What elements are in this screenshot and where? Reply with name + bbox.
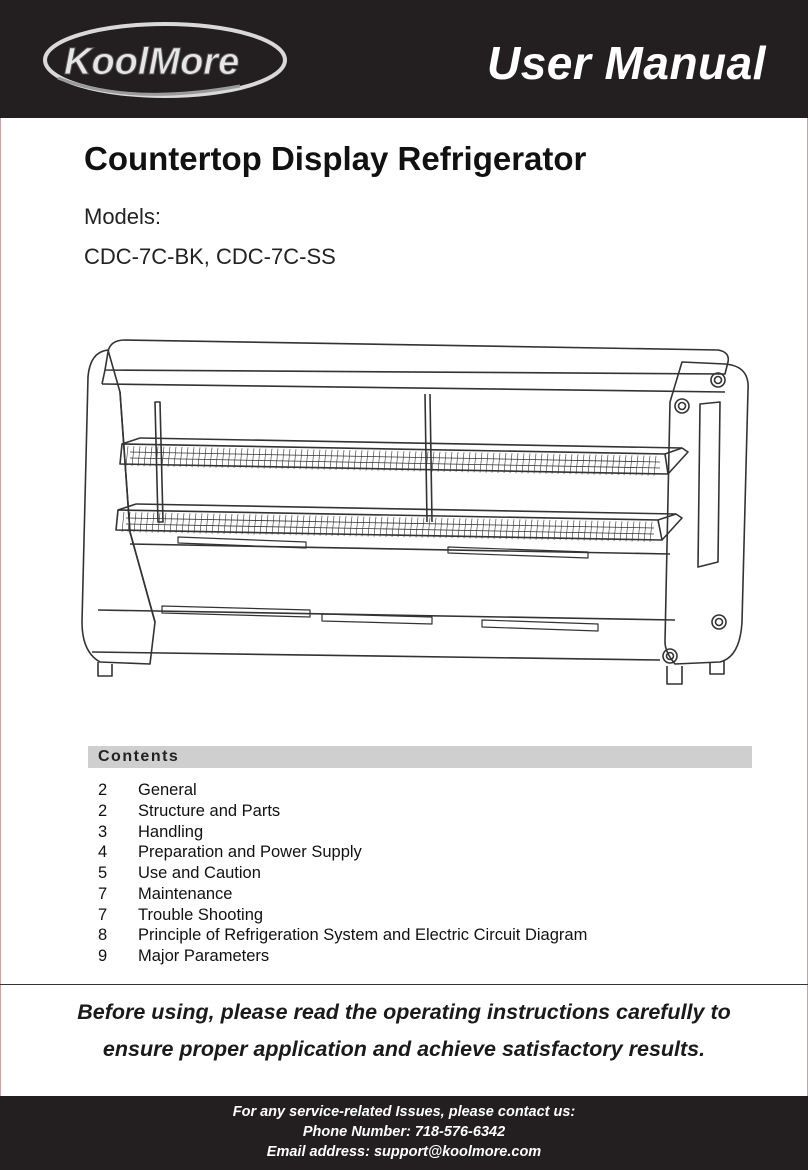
notice-line-1: Before using, please read the operating instructions carefully to <box>77 1000 731 1024</box>
toc-entry-text: Handling <box>138 822 204 841</box>
toc-entry-text: Principle of Refrigeration System and Electric Circuit Diagram <box>138 926 588 945</box>
toc-item[interactable] <box>98 802 738 823</box>
toc-item[interactable] <box>98 926 738 947</box>
toc-entry-text: Structure and Parts <box>138 801 281 820</box>
document-title: Countertop Display Refrigerator <box>84 140 587 177</box>
toc-page-number: 8 <box>98 926 108 945</box>
refrigerator-illustration <box>70 322 750 712</box>
toc-entry-text: Major Parameters <box>138 947 270 965</box>
contents-heading: Contents <box>98 748 180 765</box>
toc-entry-text: Maintenance <box>138 884 233 903</box>
models-value: CDC-7C-BK, CDC-7C-SS <box>84 244 336 269</box>
koolmore-logo <box>40 16 290 108</box>
contents-bar <box>88 746 752 768</box>
usage-notice <box>0 994 808 1068</box>
toc-entry-text: Preparation and Power Supply <box>138 843 362 862</box>
manual-title: User Manual <box>486 37 766 89</box>
toc-entry-text: Trouble Shooting <box>138 905 264 924</box>
toc-item[interactable] <box>98 843 738 864</box>
toc-item[interactable] <box>98 885 738 906</box>
toc-page-number: 9 <box>98 947 108 965</box>
logo-wordmark: KoolMore <box>64 41 240 83</box>
toc-page-number: 2 <box>98 801 108 820</box>
toc-page-number: 7 <box>98 905 108 924</box>
toc-item[interactable] <box>98 823 738 844</box>
toc-page-number: 2 <box>98 781 108 799</box>
toc-item[interactable] <box>98 781 738 802</box>
toc-entry-text: General <box>138 781 197 799</box>
toc-page-number: 4 <box>98 843 108 862</box>
footer-contact-intro: For any service-related Issues, please contact us: <box>232 1104 576 1120</box>
footer-email[interactable]: Email address: support@koolmore.com <box>266 1144 542 1160</box>
toc-item[interactable] <box>98 947 738 968</box>
toc-entry-text: Use and Caution <box>138 864 261 882</box>
toc-item[interactable] <box>98 906 738 927</box>
header-bar <box>0 0 808 118</box>
notice-line-2: ensure proper application and achieve satisfactory results. <box>102 1037 706 1061</box>
toc-page-number: 7 <box>98 884 108 903</box>
footer-phone[interactable]: Phone Number: 718-576-6342 <box>302 1124 506 1140</box>
toc-page-number: 5 <box>98 864 108 882</box>
divider <box>0 984 808 985</box>
models-label: Models: <box>84 204 162 229</box>
toc-page-number: 3 <box>98 822 108 841</box>
footer-bar <box>0 1096 808 1170</box>
toc-item[interactable] <box>98 864 738 885</box>
table-of-contents <box>98 781 738 968</box>
